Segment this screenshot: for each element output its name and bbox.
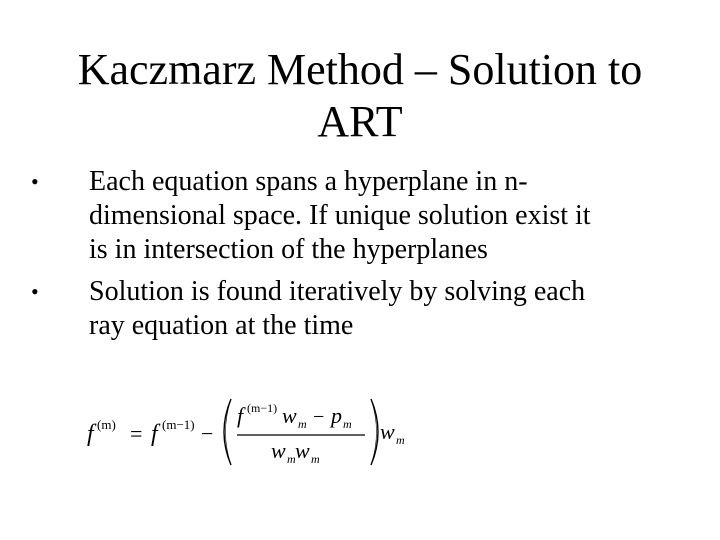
- eq-lhs-sup: (m): [97, 417, 116, 432]
- eq-den-w1-sub: m: [287, 452, 296, 466]
- bullet-1-line-2: dimensional space. If unique solution exist it: [89, 200, 591, 231]
- eq-right-paren: [371, 399, 378, 465]
- bullet-2-line-2: ray equation at the time: [89, 310, 354, 341]
- eq-num-p-sub: m: [343, 417, 352, 431]
- eq-num-minus: −: [313, 406, 325, 428]
- eq-tail-w: w: [380, 419, 395, 444]
- eq-lhs-base: f: [87, 421, 94, 447]
- eq-right-paren-inner: [371, 399, 377, 465]
- eq-prev-sup: (m−1): [162, 417, 195, 432]
- slide-title-line-2: ART: [317, 97, 403, 146]
- eq-tail-w-sub: m: [396, 433, 405, 447]
- eq-equals: =: [130, 421, 143, 446]
- eq-den-w2-sub: m: [311, 452, 320, 466]
- bullet-item: [28, 165, 688, 267]
- eq-num-sup: (m−1): [247, 401, 278, 415]
- slide-title: [60, 44, 660, 148]
- bullet-item: [28, 275, 688, 343]
- kaczmarz-equation: [85, 395, 415, 470]
- eq-num-base: f: [237, 403, 244, 428]
- slide-title-line-1: Kaczmarz Method – Solution to: [77, 45, 643, 94]
- eq-den-w2: w: [295, 438, 310, 463]
- bullet-1-line-1: Each equation spans a hyperplane in n-: [89, 166, 528, 197]
- eq-minus: −: [201, 421, 214, 446]
- bullet-list: [28, 165, 688, 351]
- eq-left-paren-inner: [226, 399, 232, 465]
- bullet-icon: •: [31, 279, 39, 304]
- eq-num-p: p: [331, 403, 342, 428]
- bullet-2-line-1: Solution is found iteratively by solving each: [89, 276, 586, 307]
- eq-num-w: w: [282, 403, 297, 428]
- eq-prev-base: f: [151, 421, 158, 447]
- bullet-icon: •: [31, 169, 39, 194]
- eq-den-w1: w: [271, 438, 286, 463]
- bullet-1-line-3: is in intersection of the hyperplanes: [89, 234, 488, 265]
- eq-left-paren: [224, 399, 231, 465]
- eq-num-w-sub: m: [298, 417, 307, 431]
